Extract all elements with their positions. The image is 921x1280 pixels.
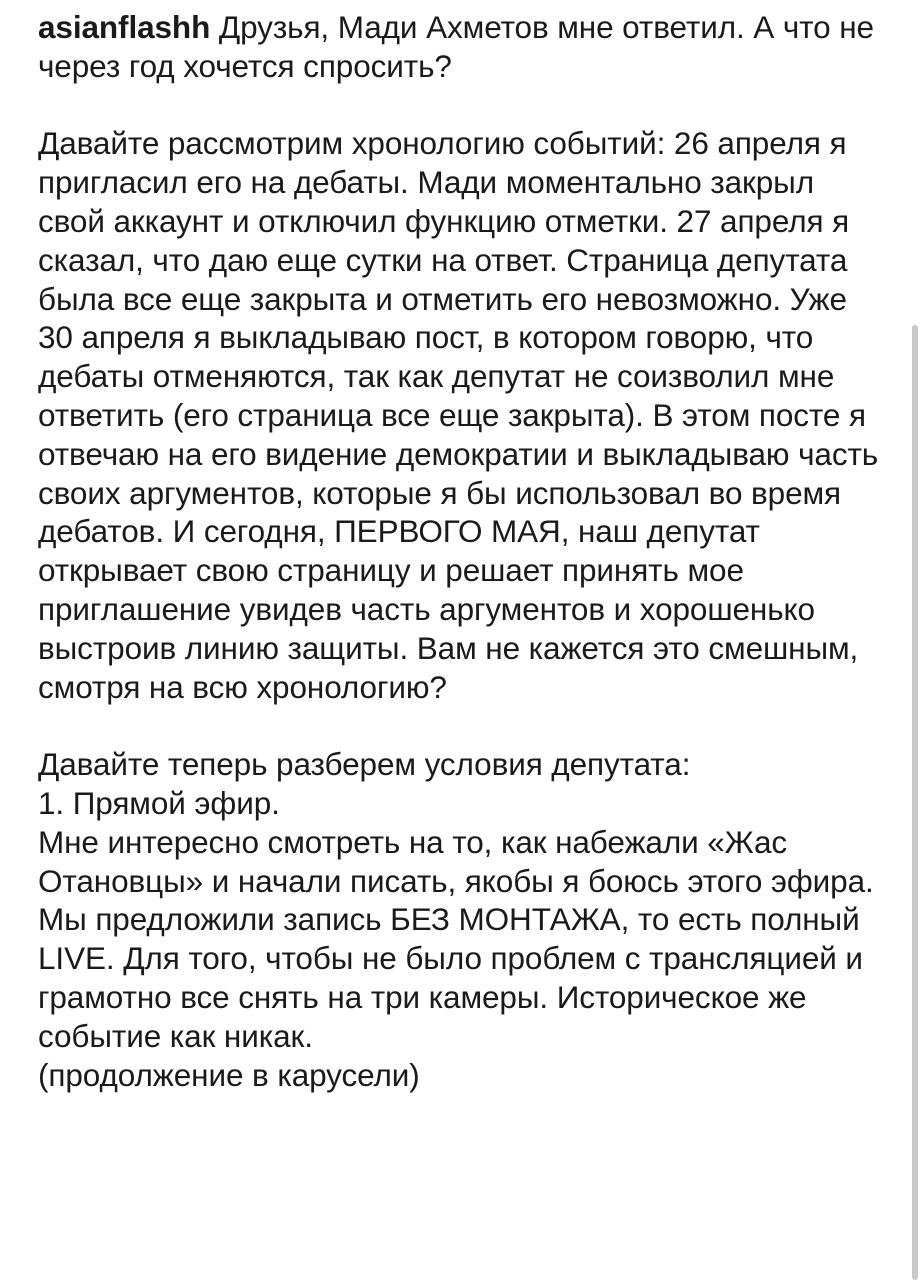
chronology-paragraph: Давайте рассмотрим хронологию событий: 26 апреля я пригласил его на дебаты. Мади моментально закрыл свой аккаунт и отключил функцию отметки. 27 апреля я сказал, что даю еще сутки на ответ. Страница депутата была все еще закрыта и отметить его невозможно. Уже 30 апреля я выкладываю пост, в котором говорю, что дебаты отменяются, так как депутат не соизволил мне ответить (его страница все еще закрыта). В этом посте я отвечаю на его видение демократии и выкладываю часть своих аргументов, которые я бы использовал во время дебатов. И сегодня, ПЕРВОГО МАЯ, наш депутат открывает свою страницу и решает принять мое приглашение увидев часть аргументов и хорошенько выстроив линию защиты. Вам не кажется это смешным, смотря на всю хронологию? xyxy=(38,125,879,705)
scrollbar-thumb[interactable] xyxy=(912,325,918,1280)
conditions-heading: Давайте теперь разберем условия депутата: xyxy=(38,746,691,783)
continuation-note: (продолжение в карусели) xyxy=(38,1056,420,1093)
condition-1-title: 1. Прямой эфир. xyxy=(38,784,280,821)
post-caption xyxy=(38,8,888,1094)
caption-intro xyxy=(38,8,888,86)
username-link[interactable]: asianflashh xyxy=(38,9,211,45)
condition-1-text: Мне интересно смотреть на то, как набежали «Жас Отановцы» и начали писать, якобы я боюсь этого эфира. Мы предложили запись БЕЗ МОНТАЖА, то есть полный LIVE. Для того, чтобы не было проблем с трансляцией и грамотно все снять на три камеры. Историческое же событие как никак. xyxy=(38,823,874,1054)
intro-text: Друзья, Мади Ахметов мне ответил. А что не через год хочется спросить? xyxy=(38,9,874,84)
